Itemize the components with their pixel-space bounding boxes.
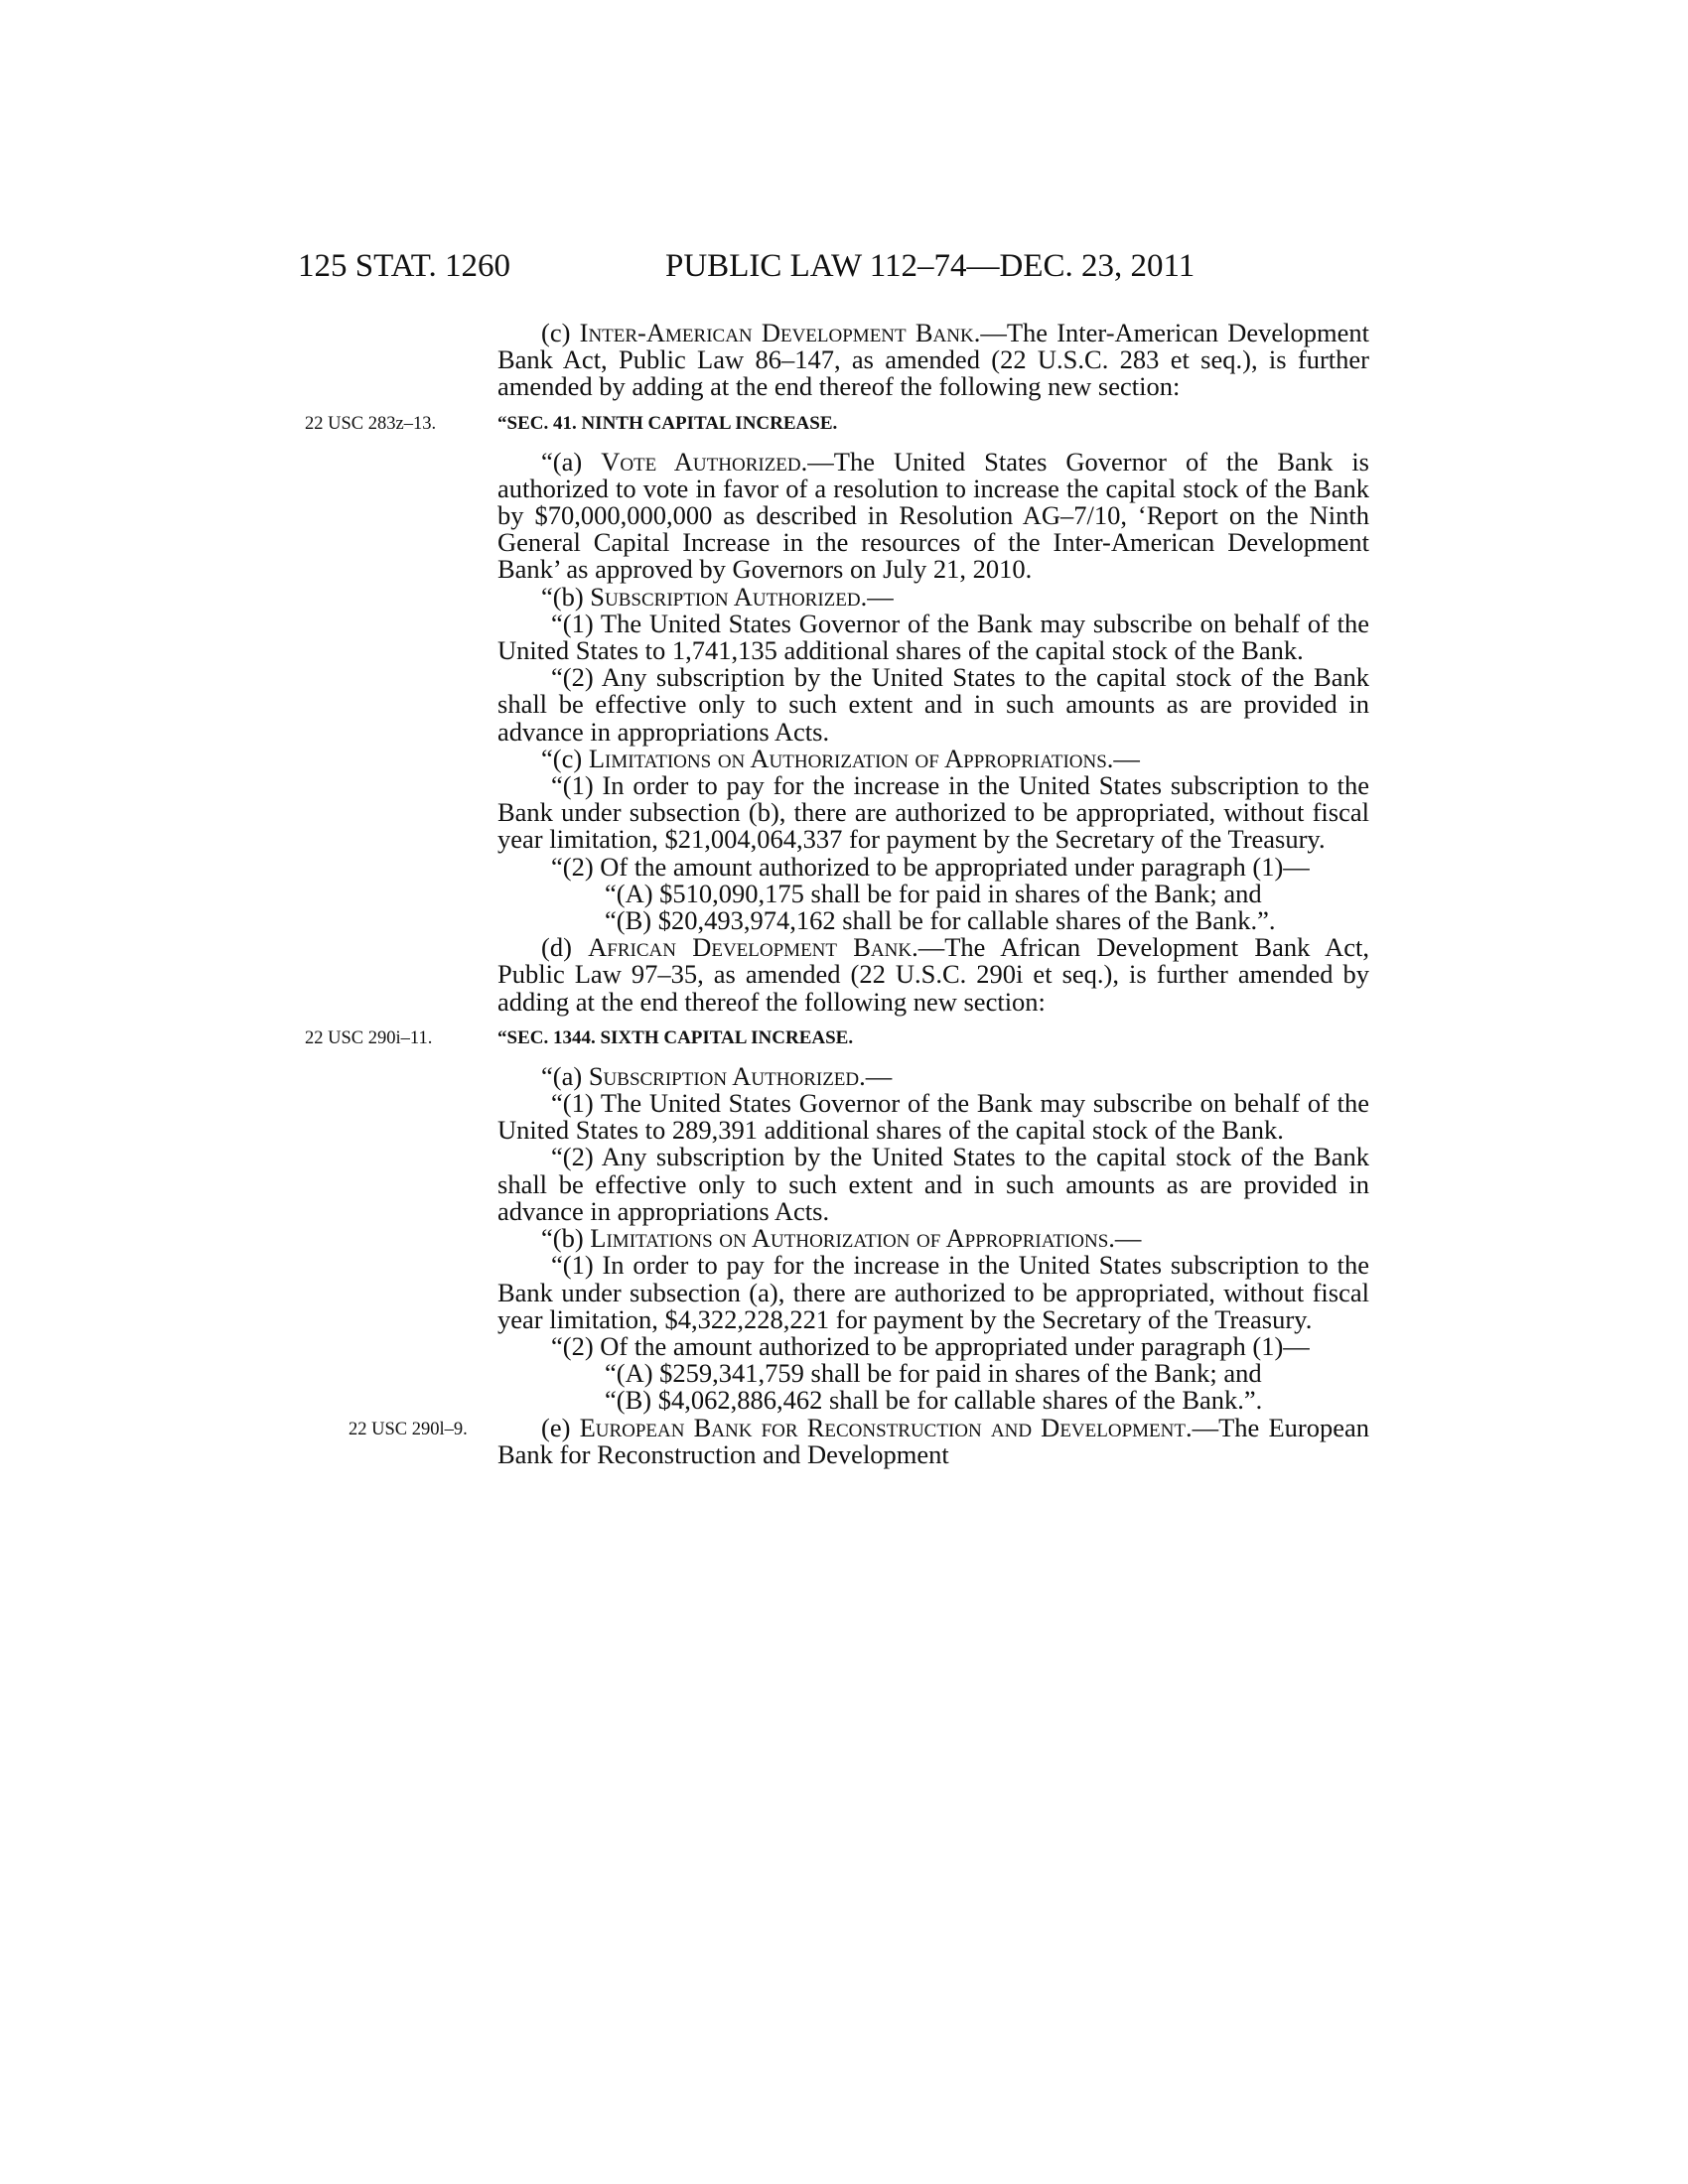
paragraph-1344-a: “(a) Subscription Authorized.— xyxy=(541,1060,893,1091)
margin-citation-283z-13: 22 USC 283z–13. xyxy=(305,413,437,434)
paragraph-1344-a2: “(2) Any subscription by the United States to the capital stock of the Bank shall be effective only to such extent and in such amounts as are provided in advance in appropriations Acts. xyxy=(497,1142,1369,1226)
paragraph-1344-b2-B: “(B) $4,062,886,462 shall be for callable shares of the Bank.”. xyxy=(605,1385,1263,1416)
public-law-title: PUBLIC LAW 112–74—DEC. 23, 2011 xyxy=(665,248,1196,284)
heading-inter-american: Inter-American Development Bank xyxy=(579,318,974,347)
paragraph-41-c2: “(2) Of the amount authorized to be appropriated under paragraph (1)— xyxy=(551,851,1310,882)
paragraph-e-intro: 22 USC 290l–9. (e) European Bank for Reconstruction and Development.—The European Bank for Reconstruction and Development xyxy=(497,1415,1369,1468)
paragraph-41-c2-A: “(A) $510,090,175 shall be for paid in shares of the Bank; and xyxy=(605,878,1262,908)
paragraph-1344-b1: “(1) In order to pay for the increase in the United States subscription to the Bank under subsection (a), there are authorized to be appropriated, without fiscal year limitation, $4,322,228,221 for payment by the Secretary of the Treasury. xyxy=(497,1250,1369,1334)
paragraph-d-intro: (d) African Development Bank.—The African Development Bank Act, Public Law 97–35, as amended (22 U.S.C. 290i et seq.), is further amended by adding at the end thereof the following new section: xyxy=(497,932,1369,1017)
margin-citation-290i-11: 22 USC 290i–11. xyxy=(305,1027,433,1048)
paragraph-c-intro: (c) Inter-American Development Bank.—The Inter-American Development Bank Act, Public Law 86–147, as amended (22 U.S.C. 283 et seq.), is further amended by adding at the end thereof the following new section: xyxy=(497,318,1369,402)
paragraph-1344-b2: “(2) Of the amount authorized to be appropriated under paragraph (1)— xyxy=(551,1330,1310,1361)
statute-page-number: 125 STAT. 1260 xyxy=(298,248,511,284)
paragraph-41-c: “(c) Limitations on Authorization of Appropriations.— xyxy=(541,743,1140,773)
section-41-heading: 22 USC 283z–13. “SEC. 41. NINTH CAPITAL INCREASE. xyxy=(497,411,1369,437)
document-body xyxy=(305,318,1369,1469)
paragraph-1344-b: “(b) Limitations on Authorization of Appropriations.— xyxy=(541,1223,1142,1254)
margin-citation-290l-9: 22 USC 290l–9. xyxy=(349,1419,468,1439)
heading-european: European Bank for Reconstruction and Development xyxy=(579,1412,1186,1442)
paragraph-41-a: “(a) Vote Authorized.—The United States Governor of the Bank is authorized to vote in favor of a resolution to increase the capital stock of the Bank by $70,000,000,000 as described in Resolution AG–7/10, ‘Report on the Ninth General Capital Increase in the resources of the Inter-American Development Bank’ as approved by Governors on July 21, 2010. xyxy=(497,446,1369,585)
section-1344-heading: 22 USC 290i–11. “SEC. 1344. SIXTH CAPITAL INCREASE. xyxy=(497,1025,1369,1051)
paragraph-41-b: “(b) Subscription Authorized.— xyxy=(541,581,894,612)
paragraph-41-c2-B: “(B) $20,493,974,162 shall be for callable shares of the Bank.”. xyxy=(605,905,1276,936)
paragraph-1344-b2-A: “(A) $259,341,759 shall be for paid in shares of the Bank; and xyxy=(605,1358,1262,1389)
paragraph-41-c1: “(1) In order to pay for the increase in the United States subscription to the Bank under subsection (b), there are authorized to be appropriated, without fiscal year limitation, $21,004,064,337 for payment by the Secretary of the Treasury. xyxy=(497,770,1369,855)
paragraph-41-b2: “(2) Any subscription by the United States to the capital stock of the Bank shall be effective only to such extent and in such amounts as are provided in advance in appropriations Acts. xyxy=(497,662,1369,747)
paragraph-41-b1: “(1) The United States Governor of the Bank may subscribe on behalf of the United States to 1,741,135 additional shares of the capital stock of the Bank. xyxy=(497,608,1369,666)
paragraph-1344-a1: “(1) The United States Governor of the Bank may subscribe on behalf of the United States to 289,391 additional shares of the capital stock of the Bank. xyxy=(497,1088,1369,1146)
heading-african: African Development Bank xyxy=(588,932,913,963)
page-header xyxy=(298,246,1370,286)
